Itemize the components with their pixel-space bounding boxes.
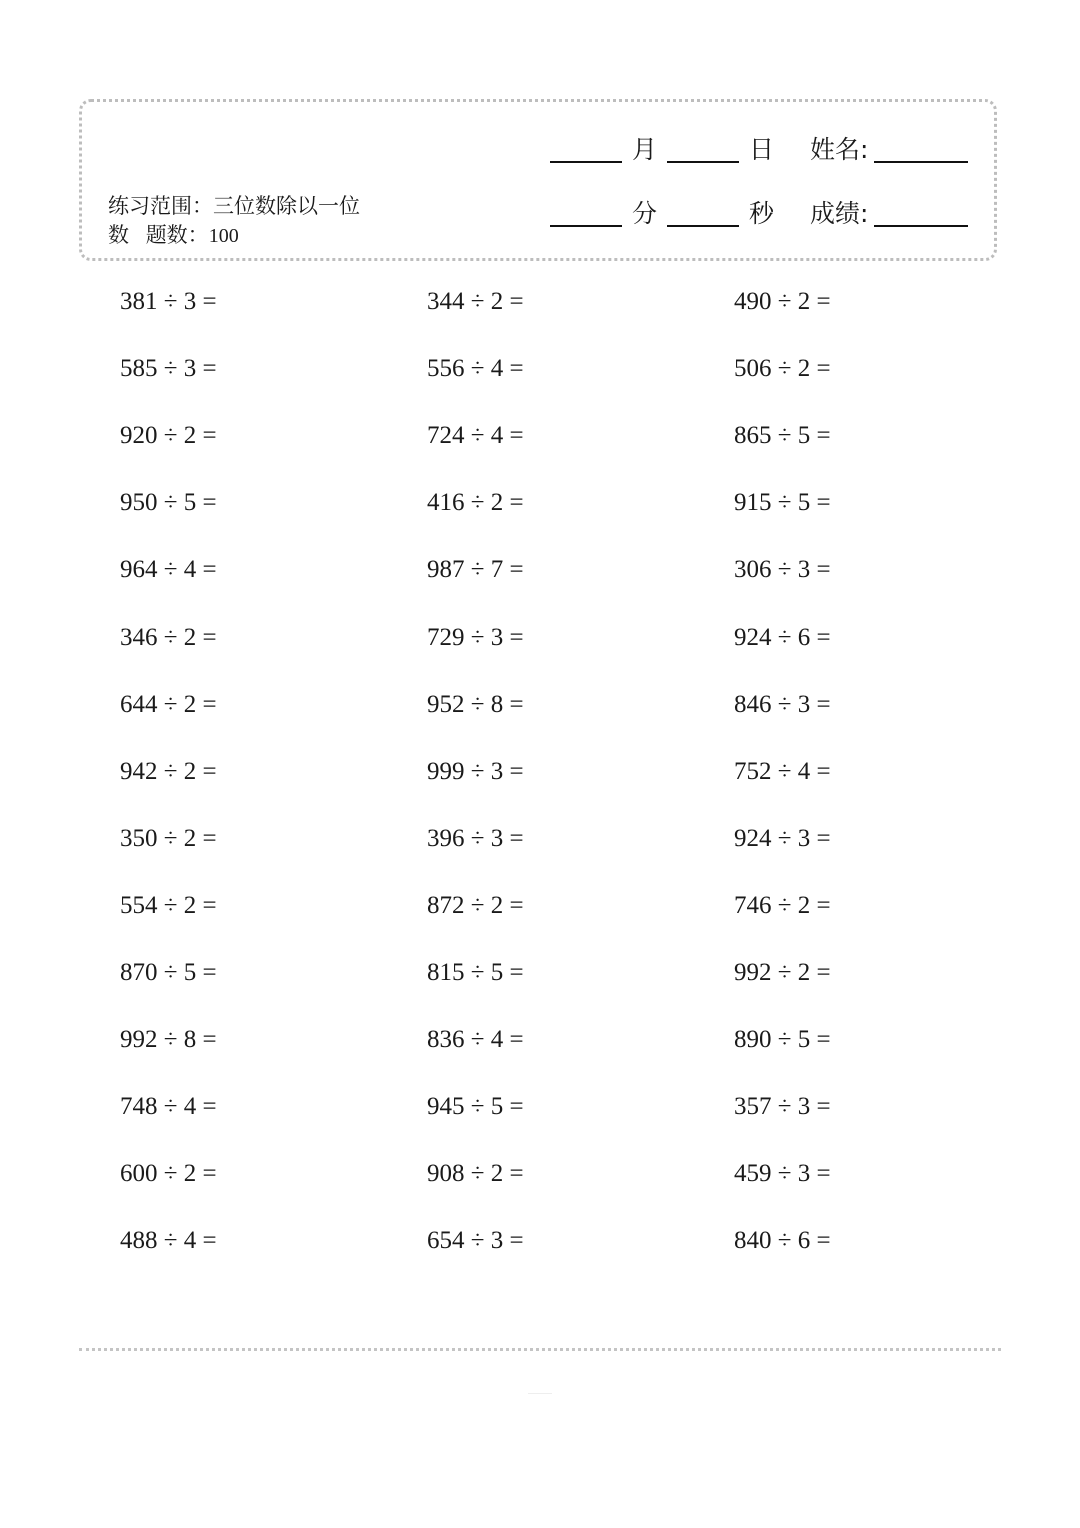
problem-item: 920 ÷ 2 =: [120, 422, 217, 449]
problem-item: 346 ÷ 2 =: [120, 624, 217, 651]
problem-item: 729 ÷ 3 =: [427, 624, 524, 651]
score-field[interactable]: [874, 199, 968, 227]
problem-item: 585 ÷ 3 =: [120, 355, 217, 382]
problem-item: 964 ÷ 4 =: [120, 556, 217, 583]
month-field[interactable]: [550, 135, 622, 163]
problem-item: 865 ÷ 5 =: [734, 422, 831, 449]
name-label: 姓名:: [810, 135, 869, 164]
problem-item: 644 ÷ 2 =: [120, 691, 217, 718]
day-field[interactable]: [667, 135, 739, 163]
footer-divider: [79, 1348, 1001, 1351]
problem-item: 870 ÷ 5 =: [120, 959, 217, 986]
problem-item: 416 ÷ 2 =: [427, 489, 524, 516]
problem-item: 836 ÷ 4 =: [427, 1026, 524, 1053]
problem-item: 344 ÷ 2 =: [427, 288, 524, 315]
practice-range-text: 练习范围：三位数除以一位: [108, 194, 360, 218]
problem-item: 350 ÷ 2 =: [120, 825, 217, 852]
second-field[interactable]: [667, 199, 739, 227]
problem-item: 999 ÷ 3 =: [427, 758, 524, 785]
problem-item: 950 ÷ 5 =: [120, 489, 217, 516]
problem-item: 746 ÷ 2 =: [734, 892, 831, 919]
problem-item: 908 ÷ 2 =: [427, 1160, 524, 1187]
problem-item: 724 ÷ 4 =: [427, 422, 524, 449]
question-count-value: 100: [208, 225, 239, 247]
problem-item: 357 ÷ 3 =: [734, 1093, 831, 1120]
practice-range-label: [108, 190, 360, 220]
date-name-row: [550, 133, 968, 167]
problem-item: 396 ÷ 3 =: [427, 825, 524, 852]
problem-item: 942 ÷ 2 =: [120, 758, 217, 785]
problem-item: 987 ÷ 7 =: [427, 556, 524, 583]
score-label: 成绩:: [810, 199, 869, 228]
minute-label: 分: [632, 199, 658, 228]
month-label: 月: [632, 135, 658, 164]
problem-item: 506 ÷ 2 =: [734, 355, 831, 382]
problem-item: 992 ÷ 2 =: [734, 959, 831, 986]
problem-item: 846 ÷ 3 =: [734, 691, 831, 718]
minute-field[interactable]: [550, 199, 622, 227]
problem-item: 554 ÷ 2 =: [120, 892, 217, 919]
problem-item: 872 ÷ 2 =: [427, 892, 524, 919]
problem-item: 815 ÷ 5 =: [427, 959, 524, 986]
name-field[interactable]: [874, 135, 968, 163]
practice-range-text-cont: 数: [108, 223, 129, 247]
second-label: 秒: [749, 199, 775, 228]
page-mark: [528, 1393, 552, 1394]
problem-item: 924 ÷ 6 =: [734, 624, 831, 651]
problem-item: 952 ÷ 8 =: [427, 691, 524, 718]
problem-item: 748 ÷ 4 =: [120, 1093, 217, 1120]
problem-item: 915 ÷ 5 =: [734, 489, 831, 516]
problem-item: 488 ÷ 4 =: [120, 1227, 217, 1254]
time-score-row: [550, 197, 968, 231]
problem-item: 752 ÷ 4 =: [734, 758, 831, 785]
problem-item: 924 ÷ 3 =: [734, 825, 831, 852]
problem-item: 945 ÷ 5 =: [427, 1093, 524, 1120]
question-count-line: [108, 219, 239, 249]
problem-item: 600 ÷ 2 =: [120, 1160, 217, 1187]
question-count-label: 题数：: [145, 223, 209, 247]
problem-item: 381 ÷ 3 =: [120, 288, 217, 315]
problem-item: 992 ÷ 8 =: [120, 1026, 217, 1053]
problem-item: 840 ÷ 6 =: [734, 1227, 831, 1254]
problem-item: 306 ÷ 3 =: [734, 556, 831, 583]
problem-item: 890 ÷ 5 =: [734, 1026, 831, 1053]
problem-item: 459 ÷ 3 =: [734, 1160, 831, 1187]
day-label: 日: [749, 135, 775, 164]
problem-item: 654 ÷ 3 =: [427, 1227, 524, 1254]
problem-item: 556 ÷ 4 =: [427, 355, 524, 382]
problem-item: 490 ÷ 2 =: [734, 288, 831, 315]
